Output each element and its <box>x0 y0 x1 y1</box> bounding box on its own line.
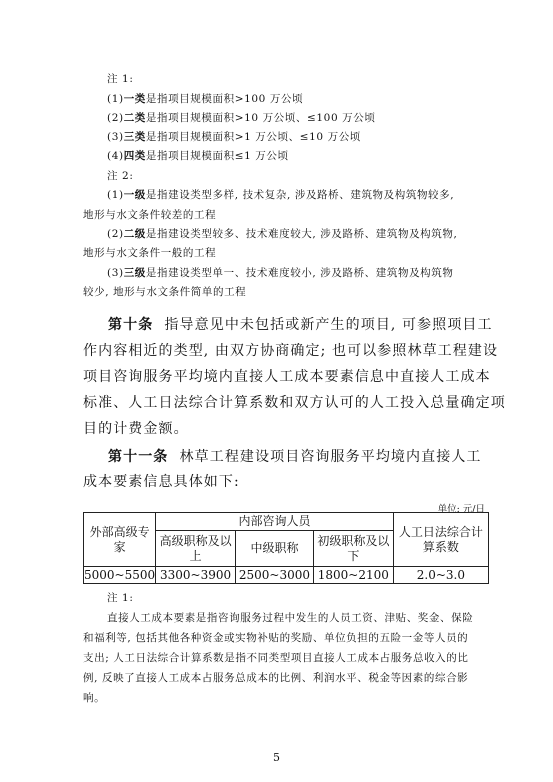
level-item-3-cont: 较少, 地形与水文条件简单的工程 <box>83 286 247 298</box>
article11-line-2: 成本要素信息具体如下: <box>83 474 240 490</box>
header-junior-title: 初级职称及以下 <box>313 531 393 567</box>
cost-table <box>83 512 489 584</box>
note2-title: 注 2: <box>107 170 134 182</box>
header-external-expert: 外部高级专家 <box>84 513 156 567</box>
level-item-1-cont: 地形与水文条件较差的工程 <box>83 209 217 221</box>
article10-title: 第十条 <box>108 317 154 333</box>
level-item-2: (2)二级是指建设类型较多、技术难度较大, 涉及路桥、建筑物及构筑物, <box>107 228 458 240</box>
cell-middle-value: 2500~3000 <box>236 567 314 584</box>
bottom-note-title: 注 1: <box>107 592 134 604</box>
cell-coefficient-value: 2.0~3.0 <box>393 567 488 584</box>
article10-line-4: 标准、人工日法综合计算系数和双方认可的人工投入总量确定项 <box>83 395 506 411</box>
article10-line-1: 第十条 指导意见中未包括或新产生的项目, 可参照项目工 <box>108 317 493 333</box>
page-number: 5 <box>273 751 280 764</box>
unit-label: 单位: 元/日 <box>437 504 485 515</box>
category-item-3: (3)三类是指项目规模面积>1 万公顷、≤10 万公顷 <box>107 131 361 143</box>
cell-senior-value: 3300~3900 <box>156 567 236 584</box>
header-coefficient: 人工日法综合计算系数 <box>393 513 488 567</box>
note1-title: 注 1: <box>107 73 134 85</box>
article10-line-2: 作内容相近的类型, 由双方协商确定; 也可以参照林草工程建设 <box>83 343 499 359</box>
table-row <box>84 567 489 584</box>
header-internal-staff: 内部咨询人员 <box>156 513 394 531</box>
category-item-4: (4)四类是指项目规模面积≤1 万公顷 <box>107 150 289 162</box>
bottom-note-line-2: 和福利等, 包括其他各种资金或实物补贴的奖励、单位负担的五险一金等人员的 <box>83 632 469 644</box>
level-item-2-cont: 地形与水文条件一般的工程 <box>83 247 217 259</box>
bottom-note-line-3: 支出; 人工日法综合计算系数是指不同类型项目直接人工成本占服务总收入的比 <box>83 652 469 664</box>
level-item-3: (3)三级是指建设类型单一、技术难度较小, 涉及路桥、建筑物及构筑物 <box>107 267 454 279</box>
bottom-note-line-5: 响。 <box>83 692 106 704</box>
article10-line-3: 项目咨询服务平均境内直接人工成本要素信息中直接人工成本 <box>83 369 491 385</box>
cell-junior-value: 1800~2100 <box>313 567 393 584</box>
article11-title: 第十一条 <box>108 449 169 465</box>
category-item-2: (2)二类是指项目规模面积>10 万公顷、≤100 万公顷 <box>107 112 376 124</box>
bottom-note-line-1: 直接人工成本要素是指咨询服务过程中发生的人员工资、津贴、奖金、保险 <box>107 612 474 624</box>
header-middle-title: 中级职称 <box>236 531 314 567</box>
article10-line-5: 目的计费金额。 <box>83 421 189 437</box>
header-senior-title: 高级职称及以上 <box>156 531 236 567</box>
article11-line-1: 第十一条 林草工程建设项目咨询服务平均境内直接人工 <box>108 449 482 465</box>
cell-external-value: 5000~5500 <box>84 567 156 582</box>
category-item-1: (1)一类是指项目规模面积>100 万公顷 <box>107 93 304 105</box>
level-item-1: (1)一级是指建设类型多样, 技术复杂, 涉及路桥、建筑物及构筑物较多, <box>107 189 455 201</box>
bottom-note-line-4: 例, 反映了直接人工成本占服务总成本的比例、利润水平、税金等因素的综合影 <box>83 672 469 684</box>
